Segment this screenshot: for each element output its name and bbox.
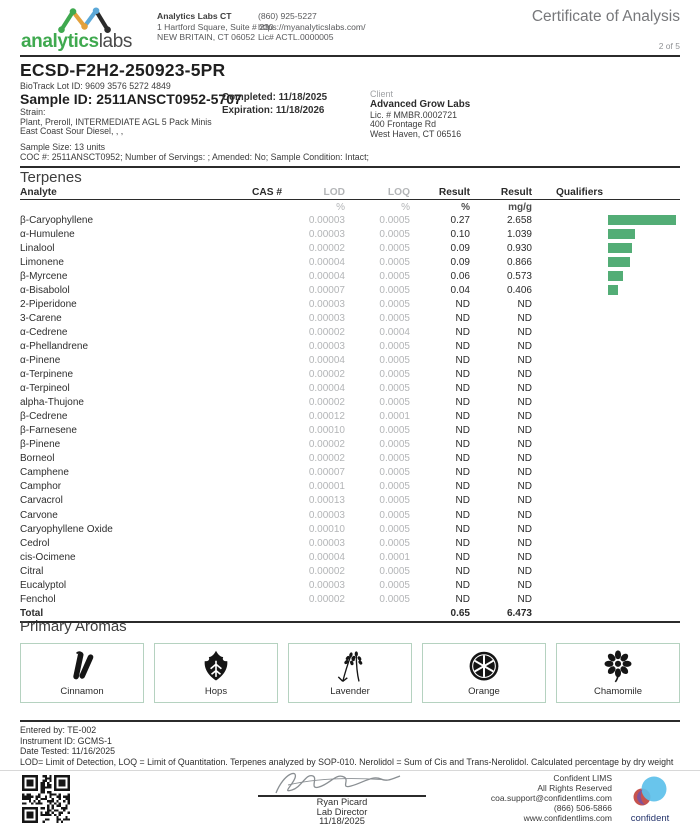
total-label: Total bbox=[20, 608, 44, 620]
result-bar bbox=[608, 257, 630, 267]
table-row bbox=[20, 241, 680, 255]
analyte-name: Camphene bbox=[20, 467, 69, 479]
analyte-lod: 0.00003 bbox=[308, 312, 345, 324]
analyte-lod: 0.00004 bbox=[308, 354, 345, 366]
table-row bbox=[20, 339, 680, 353]
table-row bbox=[20, 283, 680, 297]
signatory-name: Ryan Picard bbox=[316, 797, 368, 807]
lab-name: Analytics Labs CT bbox=[157, 11, 232, 21]
analyte-lod: 0.00012 bbox=[308, 411, 345, 423]
aroma-card-hops bbox=[154, 643, 278, 703]
analyte-name: Linalool bbox=[20, 242, 55, 254]
analyte-lod: 0.00003 bbox=[308, 298, 345, 310]
aroma-label-chamomile: Chamomile bbox=[593, 686, 643, 697]
analyte-result-mgg: ND bbox=[517, 298, 532, 310]
analyte-result-mgg: ND bbox=[517, 383, 532, 395]
table-row bbox=[20, 522, 680, 536]
analyte-lod: 0.00007 bbox=[308, 284, 345, 296]
col-header-loq: LOQ bbox=[387, 187, 410, 198]
analyte-result-mgg: ND bbox=[517, 411, 532, 423]
analyte-loq: 0.0005 bbox=[379, 228, 410, 240]
analyte-loq: 0.0005 bbox=[379, 579, 410, 591]
orange-icon bbox=[465, 649, 503, 685]
table-row bbox=[20, 438, 680, 452]
terpenes-table-header bbox=[20, 186, 680, 200]
analyte-name: Caryophyllene Oxide bbox=[20, 523, 113, 535]
strain-name: East Coast Sour Diesel, , , bbox=[20, 126, 124, 136]
note-line: Instrument ID: GCMS-1 bbox=[20, 735, 112, 746]
client-address-line1: 400 Frontage Rd bbox=[370, 119, 437, 129]
table-row bbox=[20, 368, 680, 382]
cinnamon-icon bbox=[63, 649, 101, 685]
analyte-name: Citral bbox=[20, 565, 44, 577]
unit-result-pct: % bbox=[461, 201, 470, 213]
lims-phone: (866) 506-5866 bbox=[553, 802, 612, 813]
analyte-loq: 0.0005 bbox=[379, 481, 410, 493]
aroma-card-lavender bbox=[288, 643, 412, 703]
total-result-pct: 0.65 bbox=[450, 608, 470, 620]
col-header-analyte: Analyte bbox=[20, 187, 57, 198]
expiration-date: Expiration: 11/18/2026 bbox=[222, 104, 325, 116]
table-row bbox=[20, 255, 680, 269]
analyte-result-pct: 0.04 bbox=[450, 284, 470, 296]
lab-address-block bbox=[157, 11, 274, 43]
terpenes-table bbox=[20, 186, 680, 623]
chamomile-icon bbox=[599, 649, 637, 685]
table-row bbox=[20, 311, 680, 325]
note-line: Date Tested: 11/16/2025 bbox=[20, 746, 116, 757]
analyte-result-mgg: ND bbox=[517, 439, 532, 451]
analyte-loq: 0.0005 bbox=[379, 565, 410, 577]
coc-line: COC #: 2511ANSCT0952; Number of Servings: ; Amended: No; Sample Condition: Intact; bbox=[20, 151, 369, 162]
analyte-result-mgg: ND bbox=[517, 312, 532, 324]
table-row bbox=[20, 213, 680, 227]
analyte-result-pct: ND bbox=[455, 495, 470, 507]
unit-result-mgg: mg/g bbox=[508, 201, 532, 213]
analyte-loq: 0.0005 bbox=[379, 439, 410, 451]
analyte-result-mgg: ND bbox=[517, 326, 532, 338]
analyte-result-pct: 0.10 bbox=[450, 228, 470, 240]
lims-name: Confident LIMS bbox=[553, 773, 612, 783]
analyte-result-mgg: ND bbox=[517, 579, 532, 591]
aroma-card-chamomile bbox=[556, 643, 680, 703]
header-divider bbox=[20, 55, 680, 57]
analyte-result-pct: 0.27 bbox=[450, 214, 470, 226]
client-name: Advanced Grow Labs bbox=[370, 99, 471, 110]
terpenes-section-divider bbox=[20, 166, 680, 168]
analyte-lod: 0.00010 bbox=[308, 425, 345, 437]
lab-license: Lic# ACTL.0000005 bbox=[258, 32, 334, 43]
analyte-loq: 0.0005 bbox=[379, 340, 410, 352]
analyte-lod: 0.00002 bbox=[308, 326, 345, 338]
analyte-loq: 0.0005 bbox=[379, 523, 410, 535]
analyte-loq: 0.0001 bbox=[379, 551, 410, 563]
analyte-loq: 0.0005 bbox=[379, 593, 410, 605]
logo-word-labs: labs bbox=[98, 31, 132, 52]
analyte-loq: 0.0005 bbox=[379, 312, 410, 324]
analyte-name: Camphor bbox=[20, 481, 62, 493]
analyte-result-pct: ND bbox=[455, 453, 470, 465]
terpenes-rows bbox=[20, 213, 680, 606]
lims-email: coa.support@confidentlims.com bbox=[490, 792, 612, 803]
table-row bbox=[20, 410, 680, 424]
completed-date: Completed: 11/18/2025 bbox=[222, 92, 328, 103]
analyte-result-mgg: ND bbox=[517, 467, 532, 479]
analyte-result-pct: 0.09 bbox=[450, 242, 470, 254]
table-row bbox=[20, 227, 680, 241]
analyte-name: Carvacrol bbox=[20, 495, 63, 507]
table-row bbox=[20, 382, 680, 396]
analyte-loq: 0.0005 bbox=[379, 284, 410, 296]
lab-phone: (860) 925-5227 bbox=[258, 11, 317, 21]
analyte-result-pct: ND bbox=[455, 312, 470, 324]
unit-lod: % bbox=[336, 201, 345, 213]
hops-icon bbox=[197, 649, 235, 685]
analyte-name: 2-Piperidone bbox=[20, 298, 77, 310]
analyte-loq: 0.0005 bbox=[379, 214, 410, 226]
table-row bbox=[20, 269, 680, 283]
result-bar bbox=[608, 285, 618, 295]
analyte-lod: 0.00004 bbox=[308, 383, 345, 395]
analyte-name: α-Humulene bbox=[20, 228, 75, 240]
table-row bbox=[20, 466, 680, 480]
note-line: Entered by: TE-002 bbox=[20, 725, 97, 735]
lims-rights: All Rights Reserved bbox=[537, 782, 612, 793]
analyte-lod: 0.00004 bbox=[308, 270, 345, 282]
table-row bbox=[20, 536, 680, 550]
notes-block bbox=[20, 725, 680, 767]
analyte-loq: 0.0005 bbox=[379, 467, 410, 479]
analyte-result-pct: ND bbox=[455, 439, 470, 451]
analyte-lod: 0.00001 bbox=[308, 481, 345, 493]
analyte-result-pct: ND bbox=[455, 326, 470, 338]
table-row bbox=[20, 396, 680, 410]
aroma-label-lavender: Lavender bbox=[330, 686, 370, 697]
analyte-loq: 0.0005 bbox=[379, 453, 410, 465]
analyte-name: cis-Ocimene bbox=[20, 551, 76, 563]
col-header-result-mgg: Result bbox=[500, 187, 532, 198]
analyte-result-mgg: ND bbox=[517, 453, 532, 465]
result-bar bbox=[608, 271, 623, 281]
analyte-lod: 0.00002 bbox=[308, 453, 345, 465]
client-license: Lic. # MMBR.0002721 bbox=[370, 109, 458, 120]
analyte-name: Borneol bbox=[20, 453, 55, 465]
analyte-name: β-Pinene bbox=[20, 439, 61, 451]
lims-website: www.confidentlims.com bbox=[523, 812, 612, 823]
analyte-loq: 0.0005 bbox=[379, 298, 410, 310]
col-header-cas: CAS # bbox=[252, 187, 283, 198]
table-row bbox=[20, 325, 680, 339]
note-line: LOD= Limit of Detection, LOQ = Limit of Quantitation. Terpenes analyzed by SOP-010. Nerolidol = Sum of Cis and Trans-Nerolidol. Calculated percentage by dry weight bbox=[20, 756, 674, 767]
analyte-loq: 0.0005 bbox=[379, 354, 410, 366]
analyte-result-mgg: ND bbox=[517, 537, 532, 549]
doc-title: Certificate of Analysis bbox=[531, 8, 680, 25]
table-row bbox=[20, 480, 680, 494]
terpenes-section-title: Terpenes bbox=[20, 169, 82, 186]
analyte-result-mgg: 0.406 bbox=[506, 284, 532, 296]
analyte-result-pct: ND bbox=[455, 369, 470, 381]
table-row bbox=[20, 297, 680, 311]
table-row bbox=[20, 494, 680, 508]
sample-size: Sample Size: 13 units bbox=[20, 142, 106, 152]
analyte-result-pct: 0.06 bbox=[450, 270, 470, 282]
analyte-result-pct: ND bbox=[455, 565, 470, 577]
analyte-lod: 0.00004 bbox=[308, 256, 345, 268]
analyte-result-mgg: ND bbox=[517, 509, 532, 521]
analyte-lod: 0.00003 bbox=[308, 228, 345, 240]
analyte-result-mgg: 0.573 bbox=[506, 270, 532, 282]
analyte-lod: 0.00003 bbox=[308, 214, 345, 226]
analyte-loq: 0.0004 bbox=[379, 326, 410, 338]
analyte-result-pct: ND bbox=[455, 298, 470, 310]
analyte-result-mgg: ND bbox=[517, 495, 532, 507]
dates-block bbox=[222, 92, 327, 117]
total-result-mgg: 6.473 bbox=[506, 608, 532, 620]
confident-logo-icon bbox=[629, 776, 671, 808]
analyte-result-pct: ND bbox=[455, 383, 470, 395]
col-header-lod: LOD bbox=[323, 187, 345, 198]
analyte-lod: 0.00003 bbox=[308, 509, 345, 521]
table-row bbox=[20, 550, 680, 564]
analyte-result-pct: ND bbox=[455, 481, 470, 493]
analyte-name: α-Phellandrene bbox=[20, 340, 89, 352]
analyte-result-mgg: ND bbox=[517, 354, 532, 366]
analyte-lod: 0.00002 bbox=[308, 369, 345, 381]
analyte-result-pct: ND bbox=[455, 579, 470, 591]
lavender-icon bbox=[331, 649, 369, 685]
analyte-result-mgg: ND bbox=[517, 565, 532, 577]
analyte-name: Fenchol bbox=[20, 593, 56, 605]
confident-logo bbox=[620, 776, 680, 824]
analyte-loq: 0.0005 bbox=[379, 397, 410, 409]
analyte-loq: 0.0005 bbox=[379, 537, 410, 549]
table-row bbox=[20, 353, 680, 367]
analyte-result-mgg: 1.039 bbox=[506, 228, 532, 240]
analyte-name: β-Caryophyllene bbox=[20, 214, 94, 226]
aroma-card-orange bbox=[422, 643, 546, 703]
terpenes-units-row bbox=[20, 200, 680, 213]
analyte-loq: 0.0005 bbox=[379, 242, 410, 254]
analyte-lod: 0.00007 bbox=[308, 467, 345, 479]
analyte-loq: 0.0005 bbox=[379, 509, 410, 521]
sample-matrix: Plant, Preroll, INTERMEDIATE AGL 5 Pack Minis bbox=[20, 116, 212, 127]
analyte-loq: 0.0005 bbox=[379, 425, 410, 437]
lims-info-block bbox=[432, 774, 612, 824]
analyte-result-mgg: ND bbox=[517, 551, 532, 563]
aroma-label-orange: Orange bbox=[468, 686, 500, 697]
lab-address-line2: NEW BRITAIN, CT 06052 bbox=[157, 32, 256, 43]
lab-contact-block bbox=[258, 11, 365, 43]
analyte-loq: 0.0005 bbox=[379, 495, 410, 507]
analyte-name: α-Cedrene bbox=[20, 326, 68, 338]
signature-block bbox=[258, 798, 426, 827]
logo-word-analytics: analytics bbox=[21, 31, 99, 52]
notes-divider bbox=[20, 720, 680, 722]
analyte-loq: 0.0005 bbox=[379, 270, 410, 282]
analyte-lod: 0.00003 bbox=[308, 579, 345, 591]
analyte-name: Limonene bbox=[20, 256, 64, 268]
aroma-card-cinnamon bbox=[20, 643, 144, 703]
analyte-result-mgg: ND bbox=[517, 425, 532, 437]
analyte-name: Carvone bbox=[20, 509, 58, 521]
analyte-name: alpha-Thujone bbox=[20, 397, 84, 409]
analyte-result-pct: ND bbox=[455, 425, 470, 437]
lab-website: https://myanalyticslabs.com/ bbox=[258, 21, 366, 32]
analyte-loq: 0.0001 bbox=[379, 411, 410, 423]
page-indicator: 2 of 5 bbox=[658, 41, 680, 51]
analyte-lod: 0.00002 bbox=[308, 593, 345, 605]
analyte-lod: 0.00002 bbox=[308, 565, 345, 577]
analyte-lod: 0.00013 bbox=[308, 495, 345, 507]
analyte-name: β-Cedrene bbox=[20, 411, 68, 423]
table-row bbox=[20, 578, 680, 592]
analyte-result-mgg: ND bbox=[517, 593, 532, 605]
analyte-result-pct: ND bbox=[455, 340, 470, 352]
table-row bbox=[20, 592, 680, 606]
analyte-result-mgg: 0.866 bbox=[506, 256, 532, 268]
analyte-result-mgg: ND bbox=[517, 340, 532, 352]
lab-logo-wordmark bbox=[21, 31, 132, 53]
analyte-loq: 0.0005 bbox=[379, 369, 410, 381]
signature-date: 11/18/2025 bbox=[319, 816, 365, 827]
signatory-title: Lab Director bbox=[316, 806, 368, 817]
unit-loq: % bbox=[401, 201, 410, 213]
strain-label: Strain: bbox=[20, 107, 46, 117]
analyte-result-mgg: ND bbox=[517, 523, 532, 535]
analyte-result-mgg: ND bbox=[517, 369, 532, 381]
analyte-result-mgg: 0.930 bbox=[506, 242, 532, 254]
analyte-result-pct: ND bbox=[455, 509, 470, 521]
sample-id: Sample ID: 2511ANSCT0952-5707 bbox=[20, 91, 242, 107]
batch-id: ECSD-F2H2-250923-5PR bbox=[20, 60, 226, 80]
analyte-result-mgg: ND bbox=[517, 481, 532, 493]
analyte-lod: 0.00002 bbox=[308, 439, 345, 451]
analyte-result-pct: ND bbox=[455, 537, 470, 549]
analyte-loq: 0.0005 bbox=[379, 256, 410, 268]
analyte-name: β-Myrcene bbox=[20, 270, 68, 282]
analyte-name: α-Terpineol bbox=[20, 383, 70, 395]
lab-address-line1: 1 Hartford Square, Suite # 230 bbox=[157, 21, 274, 32]
result-bar bbox=[608, 229, 635, 239]
analyte-lod: 0.00002 bbox=[308, 397, 345, 409]
table-row bbox=[20, 424, 680, 438]
confident-brand-word: confident bbox=[630, 813, 670, 824]
table-row bbox=[20, 564, 680, 578]
analyte-name: α-Bisabolol bbox=[20, 284, 70, 296]
analyte-loq: 0.0005 bbox=[379, 383, 410, 395]
analyte-result-pct: ND bbox=[455, 411, 470, 423]
analyte-result-mgg: 2.658 bbox=[506, 214, 532, 226]
analyte-result-pct: ND bbox=[455, 397, 470, 409]
analyte-result-pct: ND bbox=[455, 523, 470, 535]
aroma-label-hops: Hops bbox=[204, 686, 228, 697]
analyte-result-mgg: ND bbox=[517, 397, 532, 409]
client-label: Client bbox=[370, 89, 394, 99]
analyte-result-pct: ND bbox=[455, 593, 470, 605]
analyte-lod: 0.00002 bbox=[308, 242, 345, 254]
analyte-result-pct: 0.09 bbox=[450, 256, 470, 268]
analyte-name: α-Pinene bbox=[20, 354, 61, 366]
analyte-lod: 0.00003 bbox=[308, 537, 345, 549]
client-address-line2: West Haven, CT 06516 bbox=[370, 128, 462, 139]
analyte-result-pct: ND bbox=[455, 354, 470, 366]
analyte-lod: 0.00003 bbox=[308, 340, 345, 352]
analyte-lod: 0.00010 bbox=[308, 523, 345, 535]
analyte-name: Eucalyptol bbox=[20, 579, 67, 591]
qr-code bbox=[22, 775, 70, 823]
result-bar bbox=[608, 215, 676, 225]
analyte-name: 3-Carene bbox=[20, 312, 62, 324]
col-header-qualifiers: Qualifiers bbox=[556, 187, 603, 198]
analyte-result-pct: ND bbox=[455, 551, 470, 563]
biotrack-lot: BioTrack Lot ID: 9609 3576 5272 4849 bbox=[20, 81, 171, 91]
analyte-result-pct: ND bbox=[455, 467, 470, 479]
result-bar bbox=[608, 243, 632, 253]
aromas-section-title: Primary Aromas bbox=[20, 618, 127, 635]
table-row bbox=[20, 508, 680, 522]
aroma-label-cinnamon: Cinnamon bbox=[60, 686, 104, 697]
col-header-result-pct: Result bbox=[438, 187, 470, 198]
analyte-name: β-Farnesene bbox=[20, 425, 77, 437]
analyte-lod: 0.00004 bbox=[308, 551, 345, 563]
analyte-name: α-Terpinene bbox=[20, 369, 74, 381]
table-row bbox=[20, 452, 680, 466]
analyte-name: Cedrol bbox=[20, 537, 50, 549]
